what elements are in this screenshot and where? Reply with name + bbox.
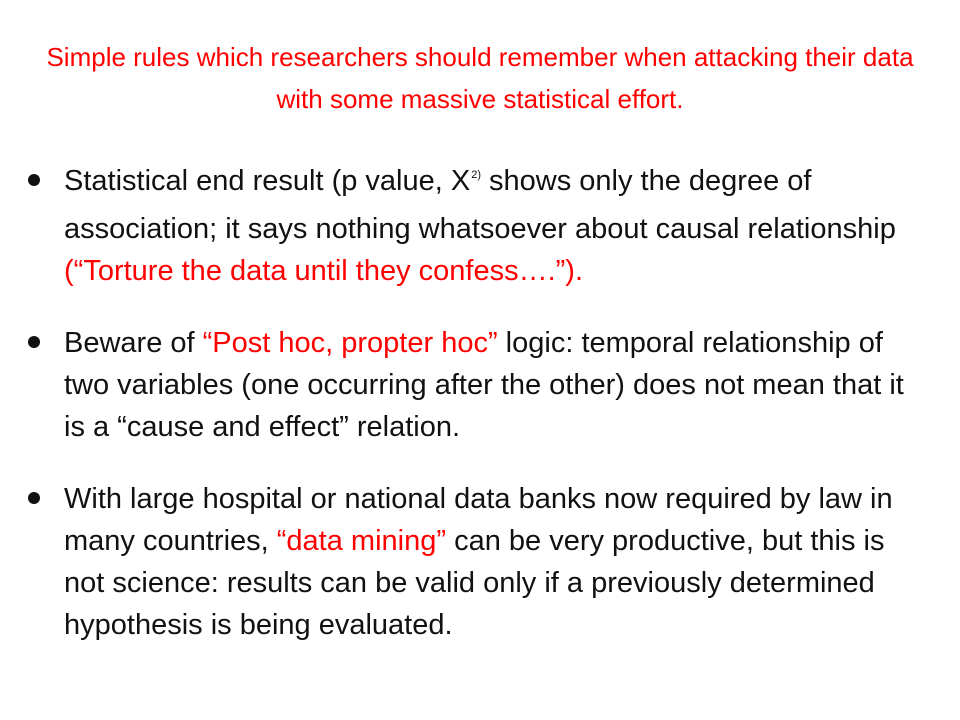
bullet-dot-icon: [28, 492, 40, 504]
bullet-text: shows only the degree of association; it says nothing whatsoever about causal relationship: [64, 165, 896, 245]
bullet-item-data-mining: [0, 478, 960, 646]
bullet-text: can be very productive, but this is not science: results can be valid only if a previously determined hypothesis is being evaluated.: [64, 525, 885, 641]
bullet-text: Beware of: [64, 327, 203, 359]
bullet-list: [0, 160, 960, 646]
bullet-item-statistical-result: [0, 160, 960, 292]
bullet-text: Statistical end result (p value, X: [64, 165, 471, 197]
highlight-phrase: “data mining”: [276, 525, 447, 557]
bullet-dot-icon: [28, 336, 40, 348]
highlight-phrase: “Post hoc, propter hoc”: [202, 327, 498, 359]
highlight-quote: (“Torture the data until they confess….”).: [64, 255, 583, 287]
superscript-text: 2): [471, 169, 481, 181]
bullet-item-post-hoc: [0, 322, 960, 448]
bullet-text: logic: temporal relationship of two variables (one occurring after the other) does not mean that it is a “cause and effect” relation.: [64, 327, 904, 443]
bullet-dot-icon: [28, 174, 40, 186]
bullet-text: With large hospital or national data banks now required by law in many countries,: [64, 483, 893, 557]
slide-title: Simple rules which researchers should remember when attacking their data with some massive statistical effort.: [46, 42, 914, 114]
